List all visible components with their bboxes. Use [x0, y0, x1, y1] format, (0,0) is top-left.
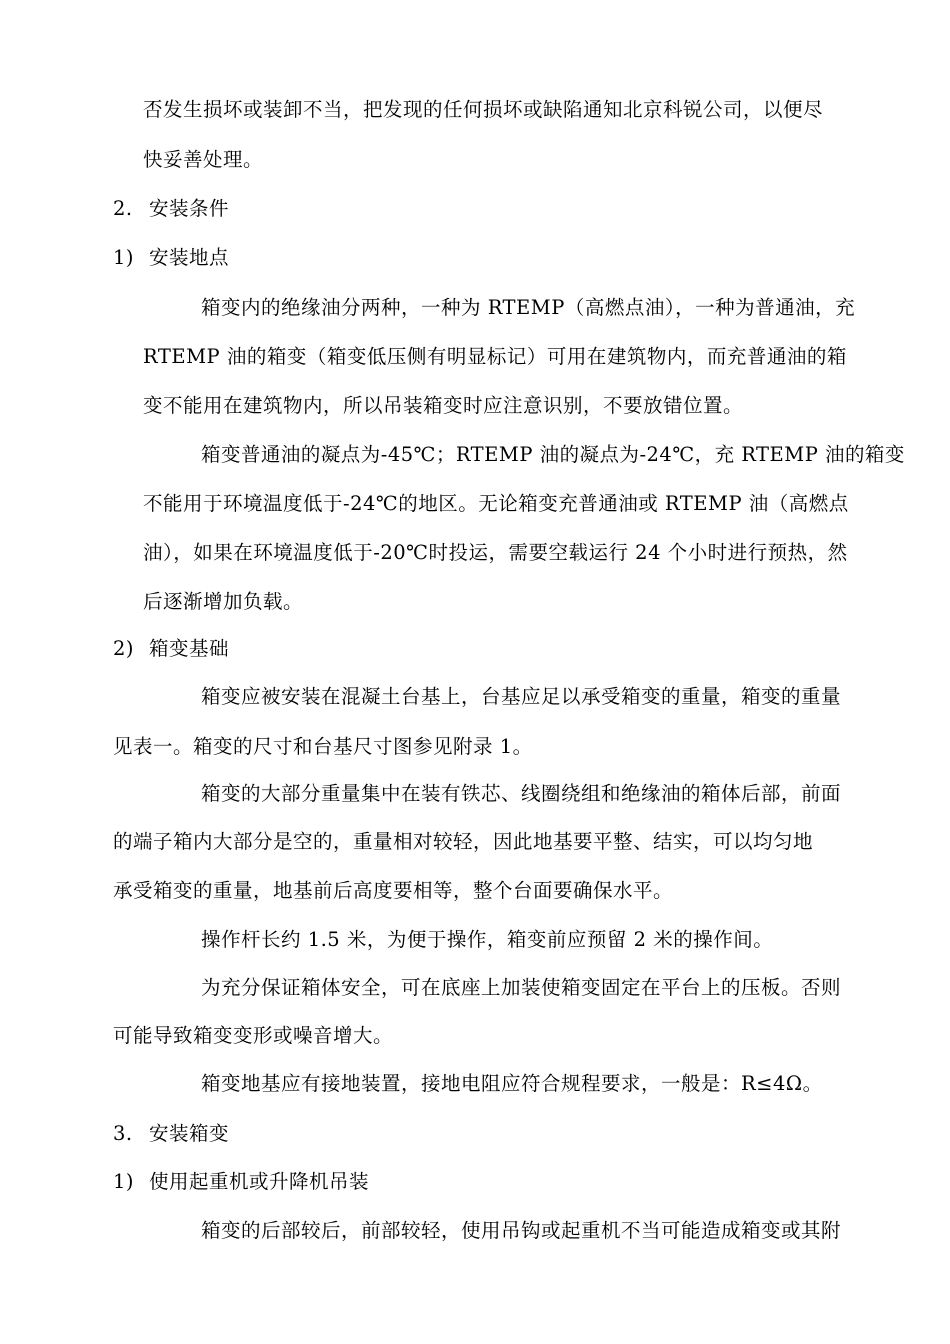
text-line: 箱变内的绝缘油分两种，一种为 RTEMP（高燃点油），一种为普通油，充 [201, 296, 856, 319]
subsection-title: 箱变基础 [149, 637, 230, 660]
text-line: 箱变应被安装在混凝土台基上，台基应足以承受箱变的重量，箱变的重量 [201, 685, 842, 708]
text-line: 不能用于环境温度低于-24℃的地区。无论箱变充普通油或 RTEMP 油（高燃点 [143, 492, 849, 515]
subsection-number: 1) [113, 1170, 135, 1193]
text-line: 承受箱变的重量，地基前后高度要相等，整个台面要确保水平。 [113, 879, 674, 902]
subsection-title: 安装地点 [149, 246, 230, 269]
subsection-number: 2) [113, 637, 135, 660]
text-line: 油），如果在环境温度低于-20℃时投运，需要空载运行 24 个小时进行预热，然 [143, 541, 848, 564]
text-line: 否发生损坏或装卸不当，把发现的任何损坏或缺陷通知北京科锐公司，以便尽 [143, 98, 824, 121]
section-title: 安装条件 [149, 197, 230, 220]
section-heading [113, 1122, 229, 1146]
text-line: 见表一。箱变的尺寸和台基尺寸图参见附录 1。 [113, 735, 533, 758]
text-line: 箱变的大部分重量集中在装有铁芯、线圈绕组和绝缘油的箱体后部，前面 [201, 782, 842, 805]
text-line: 为充分保证箱体安全，可在底座上加装使箱变固定在平台上的压板。否则 [201, 976, 842, 999]
text-line: 操作杆长约 1.5 米，为便于操作，箱变前应预留 2 米的操作间。 [201, 928, 774, 951]
text-line: 快妥善处理。 [143, 148, 264, 171]
section-number: 3. [113, 1122, 133, 1145]
section-title: 安装箱变 [149, 1122, 230, 1145]
text-line: 可能导致箱变变形或噪音增大。 [113, 1024, 394, 1047]
text-line: 箱变的后部较后，前部较轻，使用吊钩或起重机不当可能造成箱变或其附 [201, 1219, 842, 1242]
section-heading [113, 197, 229, 221]
subsection-heading [113, 246, 229, 270]
text-line: 箱变地基应有接地装置，接地电阻应符合规程要求，一般是：R≤4Ω。 [201, 1072, 823, 1095]
text-line: 后逐渐增加负载。 [143, 590, 304, 613]
subsection-number: 1) [113, 246, 135, 269]
subsection-heading [113, 1170, 369, 1194]
text-line: RTEMP 油的箱变（箱变低压侧有明显标记）可用在建筑物内，而充普通油的箱 [143, 345, 847, 368]
subsection-title: 使用起重机或升降机吊装 [149, 1170, 370, 1193]
text-line: 箱变普通油的凝点为-45℃；RTEMP 油的凝点为-24℃，充 RTEMP 油的箱变 [201, 443, 905, 466]
text-line: 的端子箱内大部分是空的，重量相对较轻，因此地基要平整、结实，可以均匀地 [113, 830, 814, 853]
section-number: 2. [113, 197, 133, 220]
text-line: 变不能用在建筑物内，所以吊装箱变时应注意识别，不要放错位置。 [143, 394, 744, 417]
subsection-heading [113, 637, 229, 661]
